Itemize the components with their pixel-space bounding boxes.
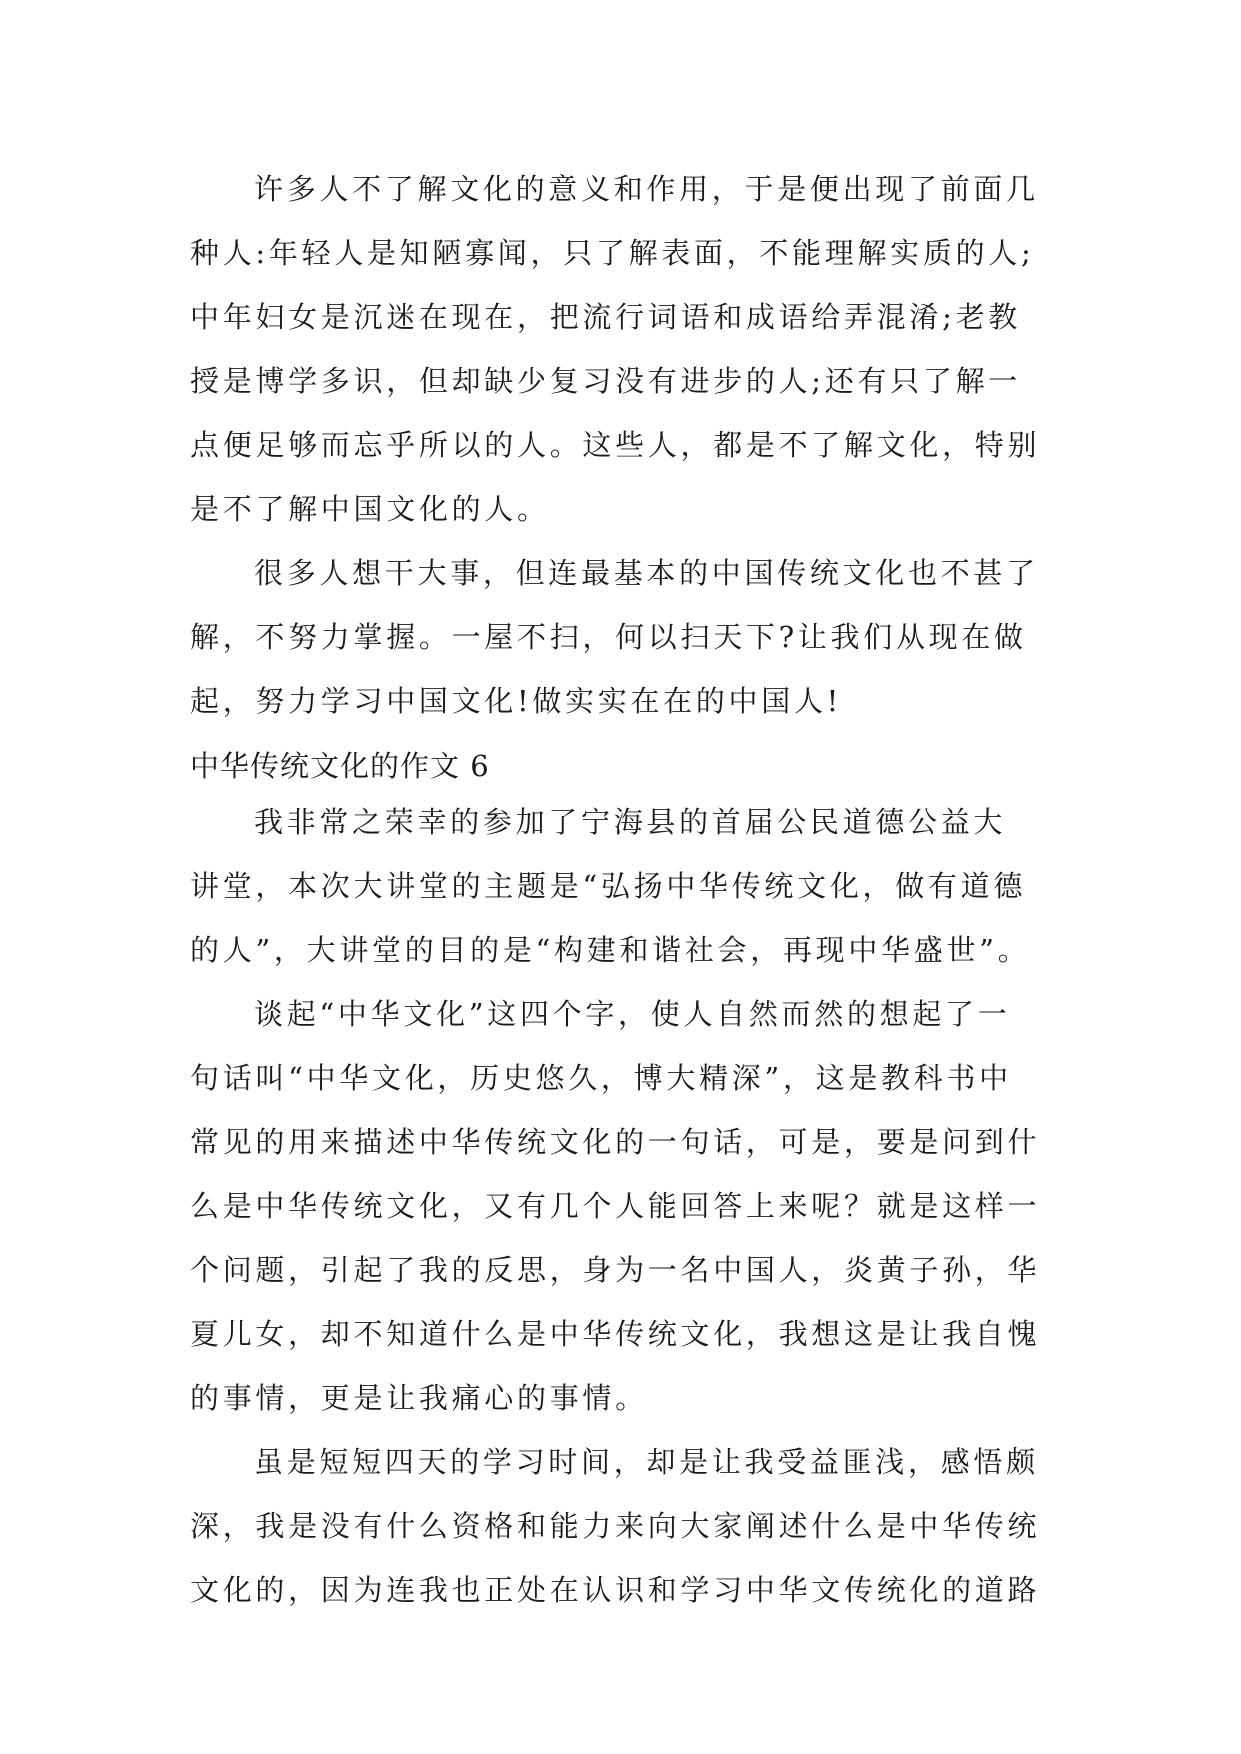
paragraph-line: 许多人不了解文化的意义和作用，于是便出现了前面几 <box>254 172 1039 206</box>
paragraph-line: 解，不努力掌握。一屋不扫，何以扫天下?让我们从现在做 <box>190 620 1027 654</box>
paragraph-line: 个问题，引起了我的反思，身为一名中国人，炎黄子孙，华 <box>190 1253 1041 1287</box>
paragraph-line: 文化的，因为连我也正处在认识和学习中华文传统化的道路 <box>190 1573 1041 1607</box>
paragraph-line: 种人:年轻人是知陋寡闻，只了解表面，不能理解实质的人; <box>190 236 1035 270</box>
paragraph-line: 是不了解中国文化的人。 <box>190 492 550 526</box>
paragraph-line: 中年妇女是沉迷在现在，把流行词语和成语给弄混淆;老教 <box>190 300 1021 334</box>
body-text-section <box>190 790 1070 1622</box>
paragraph-line: 深，我是没有什么资格和能力来向大家阐述什么是中华传统 <box>190 1509 1041 1543</box>
paragraph-line: 的事情，更是让我痛心的事情。 <box>190 1381 648 1415</box>
section-heading: 中华传统文化的作文 6 <box>190 749 490 783</box>
paragraph-line: 讲堂，本次大讲堂的主题是“弘扬中华传统文化，做有道德 <box>190 869 1027 903</box>
paragraph-line: 常见的用来描述中华传统文化的一句话，可是，要是问到什 <box>190 1125 1041 1159</box>
paragraph-line: 起，努力学习中国文化!做实实在在的中国人! <box>190 684 843 718</box>
paragraph-line: 很多人想干大事，但连最基本的中国传统文化也不甚了 <box>254 556 1039 590</box>
paragraph-line: 的人”，大讲堂的目的是“构建和谐社会，再现中华盛世”。 <box>190 933 1031 967</box>
paragraph-line: 句话叫“中华文化，历史悠久，博大精深”，这是教科书中 <box>190 1061 1012 1095</box>
paragraph-line: 我非常之荣幸的参加了宁海县的首届公民道德公益大 <box>254 805 1007 839</box>
paragraph-line: 授是博学多识，但却缺少复习没有进步的人;还有只了解一 <box>190 364 1021 398</box>
body-text-section <box>190 157 1070 733</box>
paragraph-line: 点便足够而忘乎所以的人。这些人，都是不了解文化，特别 <box>190 428 1041 462</box>
paragraph-line: 么是中华传统文化，又有几个人能回答上来呢？就是这样一 <box>190 1189 1041 1223</box>
paragraph-line: 虽是短短四天的学习时间，却是让我受益匪浅，感悟颇 <box>254 1445 1039 1479</box>
paragraph-line: 夏儿女，却不知道什么是中华传统文化，我想这是让我自愧 <box>190 1317 1041 1351</box>
paragraph-line: 谈起“中华文化”这四个字，使人自然而然的想起了一 <box>254 997 1011 1031</box>
